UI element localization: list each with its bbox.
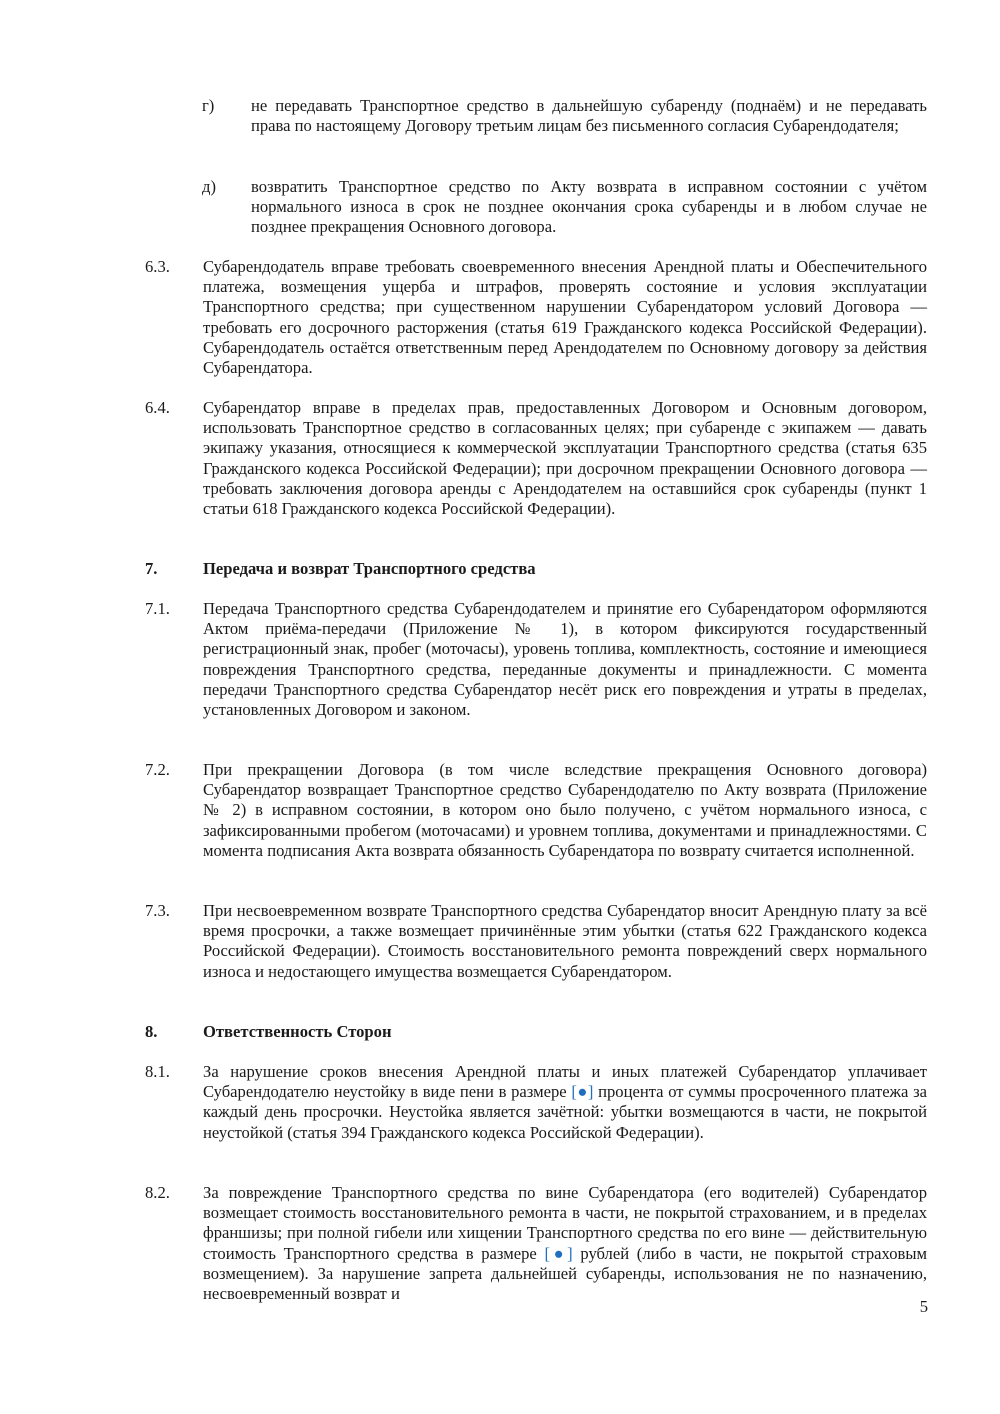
clause-text: При несвоевременном возврате Транспортного средства Субарендатор вносит Арендную плату за всё время просрочки, а также возмещает причинённые этим убытки (статья 622 Гражданского кодекса Российской Федерации). Стоимость восстановительного ремонта повреждений сверх нормального износа и недостающего имущества возмещается Субарендатором. bbox=[203, 901, 927, 981]
clause-7-2 bbox=[145, 760, 927, 861]
subitem-marker: г) bbox=[202, 96, 215, 115]
clause-text: Передача Транспортного средства Субарендодателем и принятие его Субарендатором оформляются Актом приёма-передачи (Приложение № 1), в котором фиксируются государственный регистрационный знак, пробег (моточасы), уровень топлива, комплектность, состояние и имеющиеся повреждения Транспортного средства, переданные документы и принадлежности. С момента передачи Транспортного средства Субарендатор несёт риск его повреждения и утраты в пределах, установленных Договором и законом. bbox=[203, 599, 927, 720]
subitem-d bbox=[202, 177, 927, 238]
clause-6-4 bbox=[145, 398, 927, 519]
section-heading-8 bbox=[145, 1022, 927, 1042]
subitem-text: возвратить Транспортное средство по Акту возврата в исправном состоянии с учётом нормального износа в срок не позднее окончания срока субаренды и в любом случае не позднее прекращения Основного договора. bbox=[251, 177, 927, 237]
clause-text-part: За повреждение Транспортного средства по вине Субарендатора (его водителей) Субарендатор возмещает стоимость восстановительного ремонта в части, не покрытой страхованием, и в пределах франшизы; при полной гибели или хищении Транспортного средства по его вине — действительную стоимость Транспортного средства в размере bbox=[203, 1183, 927, 1263]
placeholder-marker: [●] bbox=[544, 1243, 573, 1263]
clause-text bbox=[203, 1183, 927, 1304]
clause-number: 7.2. bbox=[145, 760, 170, 779]
clause-7-3 bbox=[145, 901, 927, 982]
clause-text: Субарендодатель вправе требовать своевременного внесения Арендной платы и Обеспечительного платежа, возмещения ущерба и штрафов, проверять состояние и условия эксплуатации Транспортного средства; при существенном нарушении Субарендатором условий Договора — требовать его досрочного расторжения (статья 619 Гражданского кодекса Российской Федерации). Субарендодатель остаётся ответственным перед Арендодателем по Основному договору за действия Субарендатора. bbox=[203, 257, 927, 378]
clause-number: 6.4. bbox=[145, 398, 170, 417]
section-heading-7 bbox=[145, 559, 927, 579]
clause-6-3 bbox=[145, 257, 927, 378]
subitem-marker: д) bbox=[202, 177, 216, 196]
clause-text: При прекращении Договора (в том числе вследствие прекращения Основного договора) Субарендатор возвращает Транспортное средство Субарендодателю по Акту возврата (Приложение № 2) в исправном состоянии, в котором оно было получено, с учётом нормального износа, с зафиксированными пробегом (моточасами) и уровнем топлива, документами и принадлежностями. С момента подписания Акта возврата обязанность Субарендатора по возврату считается исполненной. bbox=[203, 760, 927, 860]
clause-8-2 bbox=[145, 1183, 927, 1304]
subitem-g bbox=[202, 96, 927, 136]
clause-number: 8.1. bbox=[145, 1062, 170, 1081]
clause-number: 8.2. bbox=[145, 1183, 170, 1202]
clause-8-1 bbox=[145, 1062, 927, 1143]
clause-number: 6.3. bbox=[145, 257, 170, 276]
section-number: 8. bbox=[145, 1022, 158, 1041]
section-number: 7. bbox=[145, 559, 158, 578]
page-number: 5 bbox=[919, 1297, 928, 1316]
clause-number: 7.1. bbox=[145, 599, 170, 618]
clause-number: 7.3. bbox=[145, 901, 170, 920]
section-title: Передача и возврат Транспортного средства bbox=[203, 559, 536, 578]
clause-text-part: За нарушение сроков внесения Арендной платы и иных платежей Субарендатор уплачивает Субарендодателю неустойку в виде пени в размере bbox=[203, 1062, 927, 1102]
clause-text: Субарендатор вправе в пределах прав, предоставленных Договором и Основным договором, использовать Транспортное средство в согласованных целях; при субаренде с экипажем — давать экипажу указания, относящиеся к коммерческой эксплуатации Транспортного средства (статья 635 Гражданского кодекса Российской Федерации); при досрочном прекращении Основного договора — требовать заключения договора аренды с Арендодателем на оставшийся срок субаренды (пункт 1 статьи 618 Гражданского кодекса Российской Федерации). bbox=[203, 398, 927, 519]
clause-text-part: рублей (либо в части, не покрытой страховым возмещением). За нарушение запрета дальнейшей субаренды, использования не по назначению, несвоевременный возврат и bbox=[203, 1243, 927, 1304]
subitem-text: не передавать Транспортное средство в дальнейшую субаренду (поднаём) и не передавать права по настоящему Договору третьим лицам без письменного согласия Субарендодателя; bbox=[251, 96, 927, 136]
clause-text bbox=[203, 1062, 927, 1143]
placeholder-marker: [●] bbox=[571, 1082, 594, 1102]
clause-7-1 bbox=[145, 599, 927, 720]
section-title: Ответственность Сторон bbox=[203, 1022, 392, 1041]
clause-text-part: процента от суммы просроченного платежа за каждый день просрочки. Неустойка является зачётной: убытки возмещаются в части, не покрытой неустойкой (статья 394 Гражданского кодекса Российской Федерации). bbox=[203, 1082, 927, 1142]
